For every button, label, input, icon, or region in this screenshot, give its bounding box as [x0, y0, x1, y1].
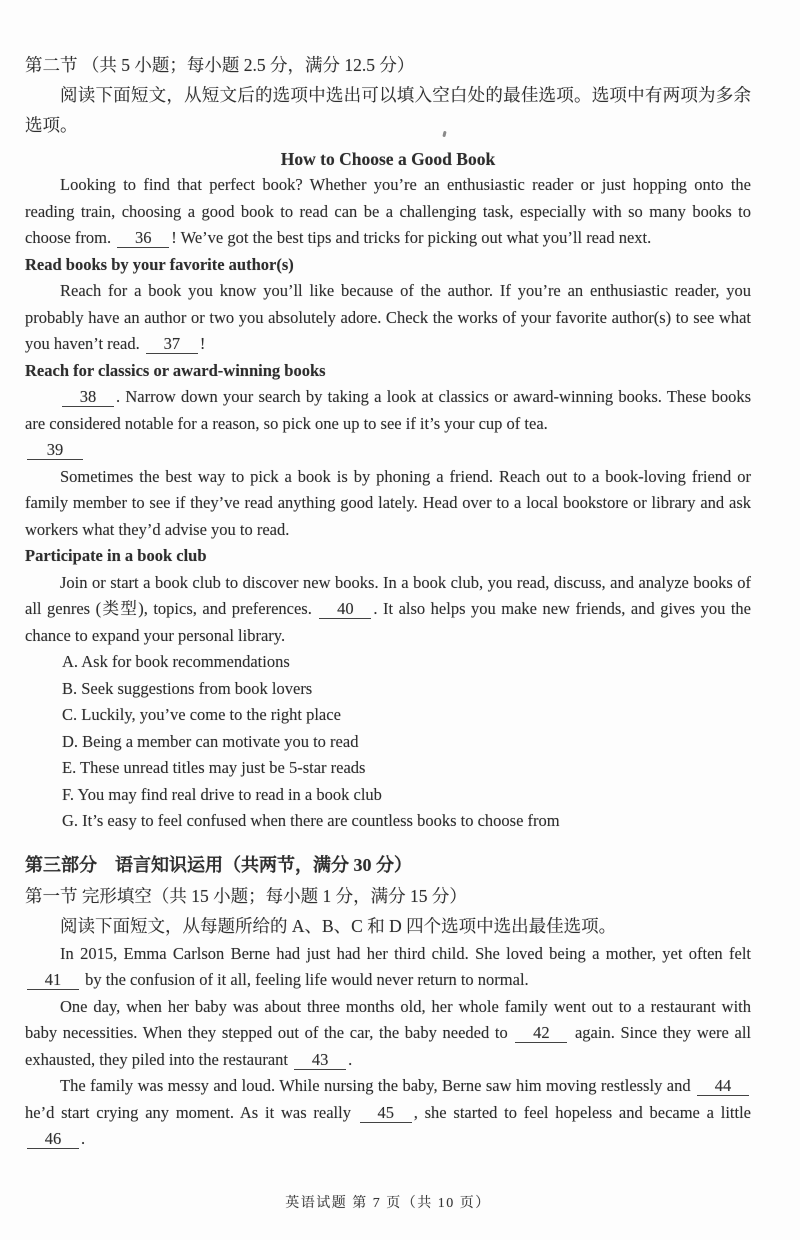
- option-d: D. Being a member can motivate you to read: [62, 731, 359, 751]
- section2-instructions: 阅读下面短文，从短文后的选项中选出可以填入空白处的最佳选项。选项中有两项为多余选项。: [25, 85, 751, 135]
- blank-46: 46: [27, 1129, 79, 1149]
- blank-39: 39: [27, 440, 83, 460]
- blank-44: 44: [697, 1076, 749, 1096]
- part3-header: 第三部分 语言知识运用（共两节，满分 30 分）: [25, 854, 412, 875]
- blank-45: 45: [360, 1103, 412, 1123]
- part3-section1-header: 第一节 完形填空（共 15 小题；每小题 1 分，满分 15 分）: [25, 885, 467, 906]
- option-b: B. Seek suggestions from book lovers: [62, 678, 313, 698]
- passage-title: How to Choose a Good Book: [280, 149, 496, 169]
- blank-38: 38: [62, 387, 114, 407]
- passage-paragraph-authors: Reach for a book you know you’ll like because of the author. If you’re an enthusiastic reader, you probably have an author or two you absolutely adore. Check the works of your favorite author(s) to see what you haven’t read. 37 !: [25, 281, 751, 353]
- passage-paragraph-intro: Looking to find that perfect book? Whether you’re an enthusiastic reader or just hopping onto the reading train, choosing a good book to read can be a challenging task, especially with so many books to choose from. 36 ! We’ve got the best tips and tricks for picking out what you’ll read next.: [25, 175, 751, 247]
- passage-paragraph-friend: Sometimes the best way to pick a book is by phoning a friend. Reach out to a book-loving friend or family member to see if they’ve read anything good lately. Head over to a local bookstore or library and ask workers what they’d advise you to read.: [25, 466, 751, 539]
- passage-subheading-club: Participate in a book club: [25, 546, 207, 565]
- passage-subheading-classics: Reach for classics or award-winning books: [25, 360, 326, 380]
- option-e: E. These unread titles may just be 5-star reads: [62, 758, 366, 777]
- blank-41: 41: [27, 970, 79, 990]
- cloze-paragraph-2: One day, when her baby was about three months old, her whole family went out to a restaurant with baby necessities. When they stepped out of the car, the baby needed to 42 again. Since they were all exhausted, they piled into the restaurant 43 .: [25, 996, 752, 1069]
- cloze-paragraph-1: In 2015, Emma Carlson Berne had just had her third child. She loved being a mother, yet often felt 41 by the confusion of it all, feeling life would never return to normal.: [25, 941, 751, 994]
- option-c: C. Luckily, you’ve come to the right place: [62, 705, 341, 724]
- blank-40: 40: [319, 599, 371, 619]
- blank-37: 37: [146, 334, 198, 354]
- option-a: A. Ask for book recommendations: [62, 652, 290, 671]
- passage-subheading-authors: Read books by your favorite author(s): [25, 254, 294, 274]
- blank-42: 42: [515, 1023, 567, 1043]
- blank-36: 36: [117, 228, 169, 248]
- document-body: [25, 50, 751, 1153]
- cloze-paragraph-3: The family was messy and loud. While nursing the baby, Berne saw him moving restlessly and 44 he’d start crying any moment. As it was really 45 , she started to feel hopeless and became a little 46 .: [25, 1076, 751, 1148]
- blank-43: 43: [294, 1050, 346, 1070]
- section2-header: 第二节 （共 5 小题；每小题 2.5 分，满分 12.5 分）: [25, 55, 415, 75]
- passage-paragraph-club: Join or start a book club to discover new books. In a book club, you read, discuss, and analyze books of all genres (类型), topics, and preferences. 40 . It also helps you make new friends, and gives you the chance to expand your personal library.: [25, 572, 751, 645]
- option-f: F. You may find real drive to read in a book club: [62, 784, 382, 804]
- cloze-instructions: 阅读下面短文，从每题所给的 A、B、C 和 D 四个选项中选出最佳选项。: [60, 915, 617, 936]
- passage-paragraph-classics: 38 . Narrow down your search by taking a look at classics or award-winning books. These books are considered notable for a reason, so pick one up to see if it’s your cup of tea.: [25, 387, 751, 433]
- option-g: G. It’s easy to feel confused when there are countless books to choose from: [62, 811, 560, 830]
- page-footer: 英语试题 第 7 页（共 10 页）: [285, 1196, 491, 1211]
- blank-heading-39: [25, 437, 751, 464]
